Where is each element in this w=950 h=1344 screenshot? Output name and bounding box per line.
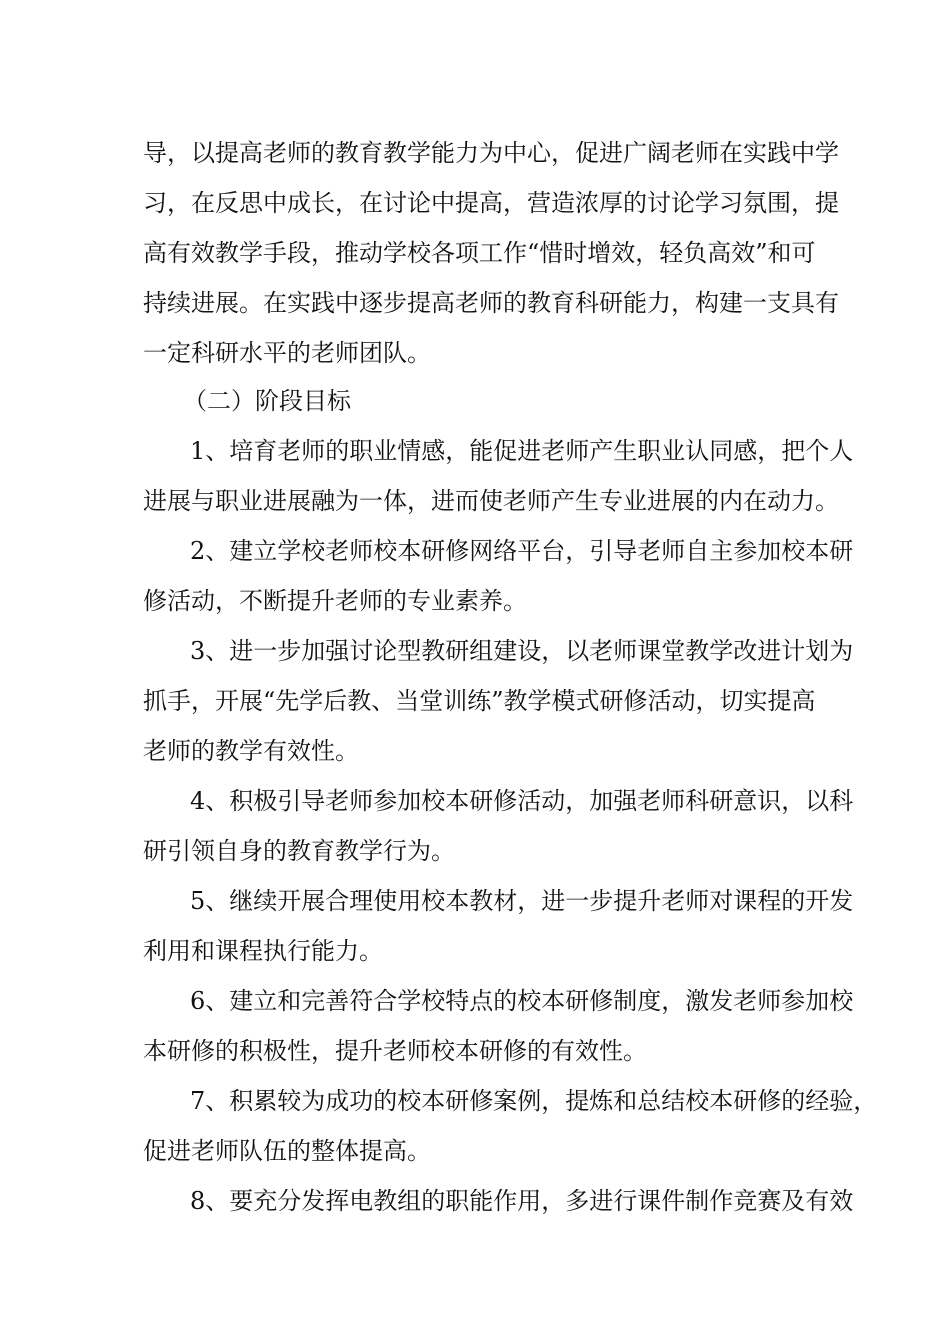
item-2-line-1: 2、建立学校老师校本研修网络平台，引导老师自主参加校本研 xyxy=(190,537,854,565)
item-1-line-1: 1、培育老师的职业情感，能促进老师产生职业认同感，把个人 xyxy=(190,437,854,465)
item-7-line-2: 促进老师队伍的整体提高。 xyxy=(143,1137,431,1165)
item-8-line-1: 8、要充分发挥电教组的职能作用，多进行课件制作竞赛及有效 xyxy=(190,1187,854,1215)
intro-line-1: 导，以提高老师的教育教学能力为中心，促进广阔老师在实践中学 xyxy=(143,139,839,167)
item-4-line-1: 4、积极引导老师参加校本研修活动，加强老师科研意识，以科 xyxy=(190,787,854,815)
item-5-line-2: 利用和课程执行能力。 xyxy=(143,937,383,965)
item-5-line-1: 5、继续开展合理使用校本教材，进一步提升老师对课程的开发 xyxy=(190,887,854,915)
section-heading: （二）阶段目标 xyxy=(183,387,351,415)
item-1-line-2: 进展与职业进展融为一体，进而使老师产生专业进展的内在动力。 xyxy=(143,487,839,515)
item-4-line-2: 研引领自身的教育教学行为。 xyxy=(143,837,455,865)
item-2-line-2: 修活动，不断提升老师的专业素养。 xyxy=(143,587,527,615)
item-3-line-3: 老师的教学有效性。 xyxy=(143,737,359,765)
item-6-line-1: 6、建立和完善符合学校特点的校本研修制度，激发老师参加校 xyxy=(190,987,854,1015)
item-3-line-2: 抓手，开展“先学后教、当堂训练”教学模式研修活动，切实提高 xyxy=(143,687,816,715)
intro-line-3: 高有效教学手段，推动学校各项工作“惜时增效，轻负高效”和可 xyxy=(143,239,816,267)
item-6-line-2: 本研修的积极性，提升老师校本研修的有效性。 xyxy=(143,1037,647,1065)
intro-line-4: 持续进展。在实践中逐步提高老师的教育科研能力，构建一支具有 xyxy=(143,289,839,317)
intro-line-5: 一定科研水平的老师团队。 xyxy=(143,339,431,367)
intro-line-2: 习，在反思中成长，在讨论中提高，营造浓厚的讨论学习氛围，提 xyxy=(143,189,839,217)
item-7-line-1: 7、积累较为成功的校本研修案例，提炼和总结校本研修的经验， xyxy=(190,1087,878,1115)
item-3-line-1: 3、进一步加强讨论型教研组建设，以老师课堂教学改进计划为 xyxy=(190,637,854,665)
